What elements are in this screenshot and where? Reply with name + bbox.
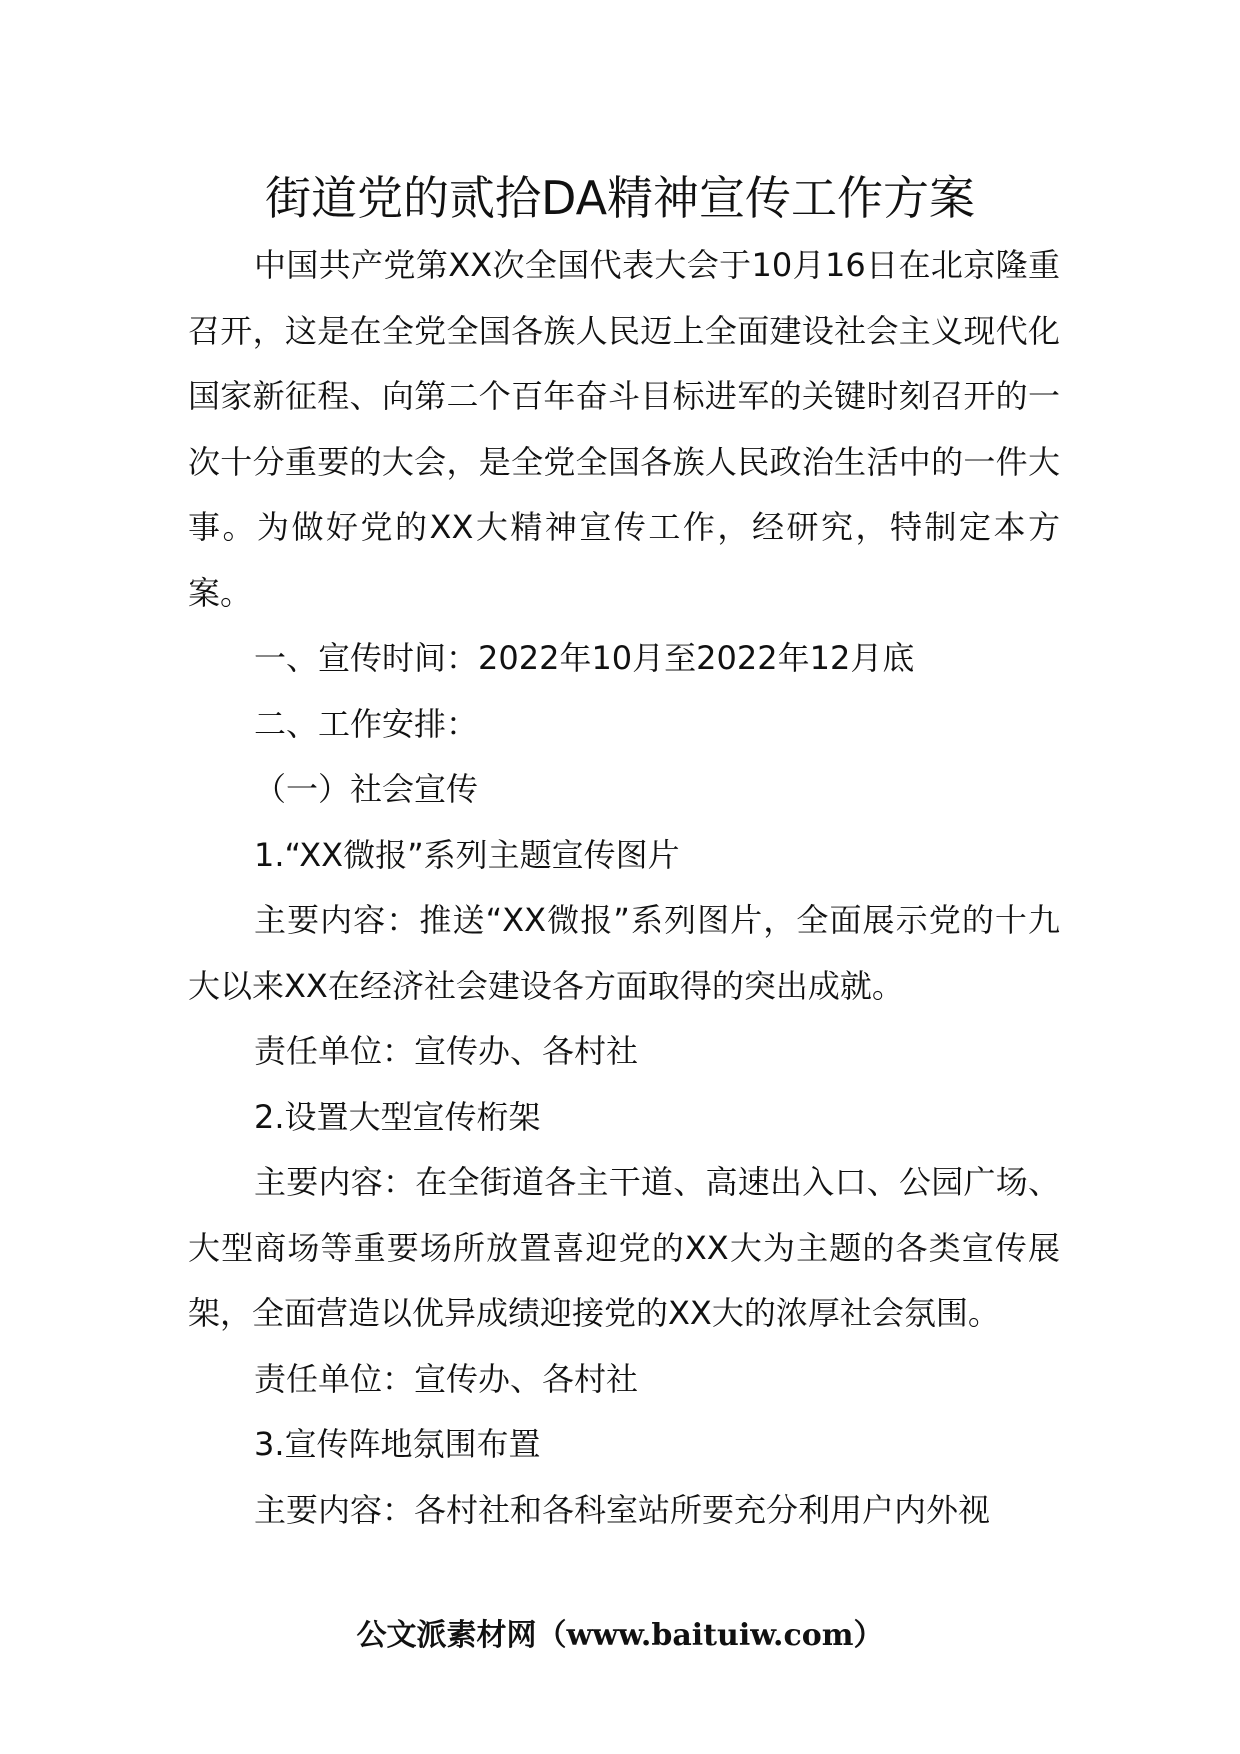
paragraph-work-arrangement-heading: 二、工作安排： (254, 704, 479, 743)
paragraph-intro: 中国共产党第XX次全国代表大会于10月16日在北京隆重召开，这是在全党全国各族人民迈上全面建设社会主义现代化国家新征程、向第二个百年奋斗目标进军的关键时刻召开的一次十分重要的大会，是全党全国各族人民政治生活中的一件大事。为做好党的XX大精神宣传工作，经研究，特制定本方案。 (188, 246, 1060, 612)
paragraph-item-3-heading: 3.宣传阵地氛围布置 (254, 1425, 541, 1463)
paragraph-social-publicity-heading: （一）社会宣传 (254, 770, 479, 808)
paragraph-publicity-time: 一、宣传时间：2022年10月至2022年12月底 (254, 639, 915, 677)
document-body (188, 233, 1060, 1543)
footer-watermark: 公文派素材网（www.baituiw.com） (356, 1618, 884, 1653)
paragraph-item-1-responsible: 责任单位：宣传办、各村社 (254, 1032, 639, 1070)
paragraph-item-3-content: 主要内容：各村社和各科室站所要充分利用户内外视 (254, 1490, 991, 1529)
paragraph-item-1-content: 主要内容：推送“XX微报”系列图片，全面展示党的十九大以来XX在经济社会建设各方面取得的突出成就。 (188, 901, 1060, 1005)
paragraph-item-2-content: 主要内容：在全街道各主干道、高速出入口、公园广场、大型商场等重要场所放置喜迎党的XX大为主题的各类宣传展架，全面营造以优异成绩迎接党的XX大的浓厚社会氛围。 (188, 1163, 1060, 1332)
paragraph-item-1-heading: 1.“XX微报”系列主题宣传图片 (254, 835, 680, 874)
document-title: 街道党的贰拾DA精神宣传工作方案 (264, 171, 976, 225)
paragraph-item-2-responsible: 责任单位：宣传办、各村社 (254, 1359, 639, 1398)
paragraph-item-2-heading: 2.设置大型宣传桁架 (254, 1097, 541, 1136)
